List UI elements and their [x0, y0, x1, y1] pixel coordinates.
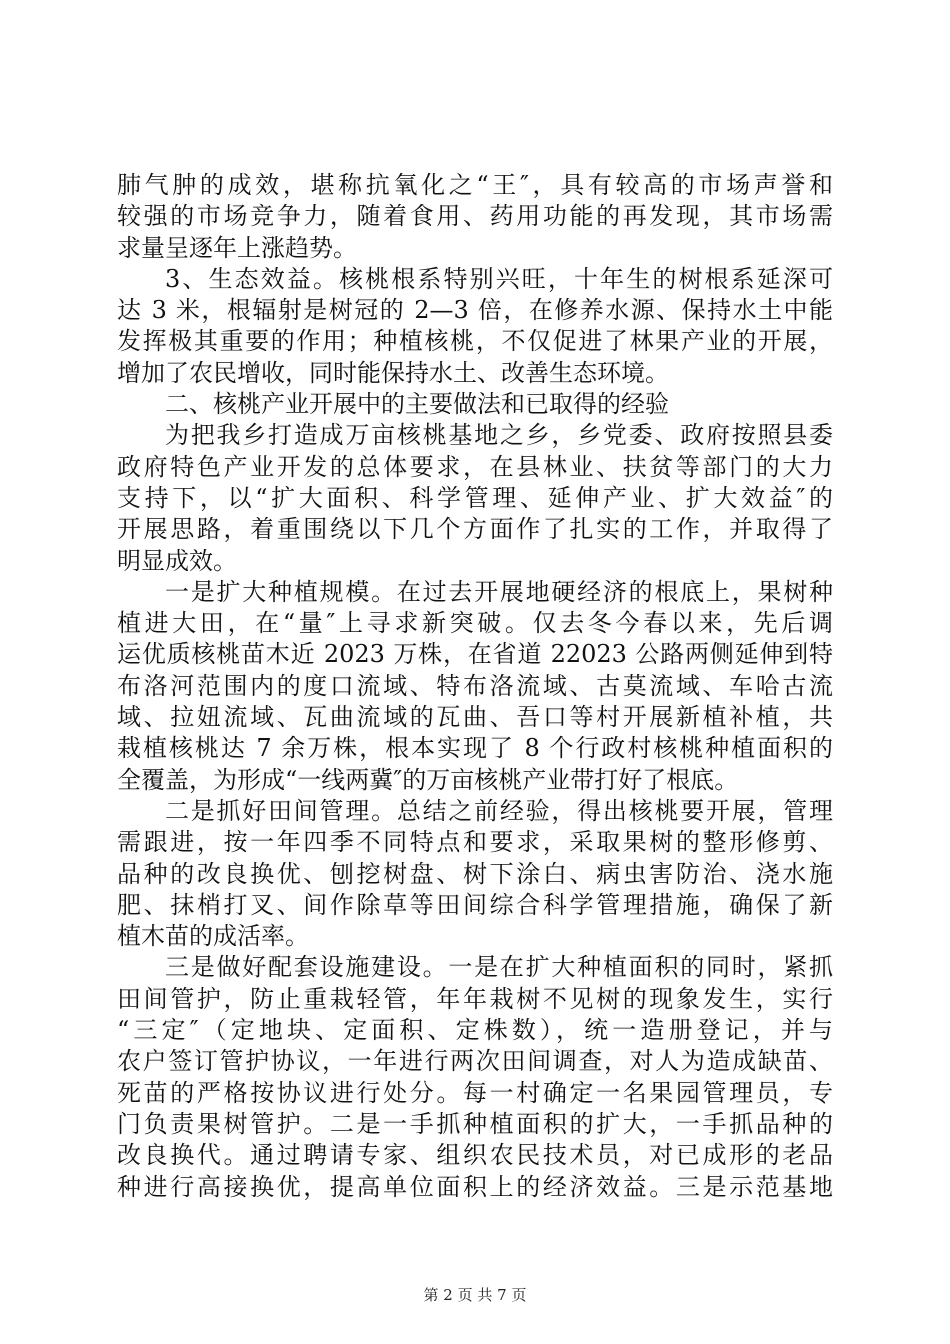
text-line: 田间管护，防止重栽轻管，年年栽树不见树的现象发生，实行 — [117, 984, 833, 1013]
text-line: 求量呈逐年上涨趋势。 — [117, 233, 357, 262]
paragraph-continuation — [117, 170, 833, 264]
text-line: “三定″（定地块、定面积、定株数），统一造册登记，并与 — [117, 1016, 833, 1045]
paragraph-expand-planting — [117, 577, 833, 796]
page-number-footer: 第 2 页 共 7 页 — [423, 1286, 527, 1304]
text-line: 需跟进，按一年四季不同特点和要求，采取果树的整形修剪、 — [117, 828, 833, 857]
text-line: 二是抓好田间管理。总结之前经验，得出核桃要开展，管理 — [165, 796, 833, 825]
text-line: 改良换代。通过聘请专家、组织农民技术员，对已成形的老品 — [117, 1141, 833, 1170]
text-line: 全覆盖，为形成“一线两冀″的万亩核桃产业带打好了根底。 — [117, 765, 739, 794]
text-line: 增加了农民增收，同时能保持水土、改善生态环境。 — [117, 358, 669, 387]
text-line: 栽植核桃达 7 余万株，根本实现了 8 个行政村核桃种植面积的 — [117, 734, 833, 763]
text-line: 三是做好配套设施建设。一是在扩大种植面积的同时，紧抓 — [165, 953, 833, 982]
text-line: 发挥极其重要的作用；种植核桃，不仅促进了林果产业的开展， — [117, 327, 833, 356]
document-body — [117, 170, 833, 1203]
text-line: 肥、抹梢打叉、间作除草等田间综合科学管理措施，确保了新 — [117, 890, 833, 919]
paragraph-field-management — [117, 796, 833, 952]
text-line: 植进大田，在“量″上寻求新突破。仅去冬今春以来，先后调 — [117, 609, 833, 638]
text-line: 门负责果树管护。二是一手抓种植面积的扩大，一手抓品种的 — [117, 1109, 833, 1138]
text-line: 肺气肿的成效，堪称抗氧化之“王″，具有较高的市场声誉和 — [117, 171, 833, 199]
text-line: 达 3 米，根辐射是树冠的 2—3 倍，在修养水源、保持水土中能 — [117, 296, 833, 325]
text-line: 开展思路，着重围绕以下几个方面作了扎实的工作，并取得了 — [117, 515, 833, 544]
text-line: 植木苗的成活率。 — [117, 922, 309, 951]
text-line: 布洛河范围内的度口流域、特布洛流域、古莫流域、车哈古流 — [117, 671, 833, 700]
text-line: 农户签订管护协议，一年进行两次田间调查，对人为造成缺苗、 — [117, 1047, 833, 1076]
section-heading-text: 二、核桃产业开展中的主要做法和已取得的经验 — [165, 390, 669, 419]
paragraph-intro — [117, 420, 833, 576]
text-line: 一是扩大种植规模。在过去开展地硬经济的根底上，果树种 — [165, 577, 833, 606]
text-line: 域、拉妞流域、瓦曲流域的瓦曲、吾口等村开展新植补植，共 — [117, 703, 833, 732]
paragraph-supporting-facilities — [117, 952, 833, 1202]
text-line: 运优质核桃苗木近 2023 万株，在省道 22023 公路两侧延伸到特 — [117, 640, 833, 669]
paragraph-ecological-benefit — [117, 264, 833, 389]
text-line: 种进行高接换优，提高单位面积上的经济效益。三是示范基地 — [117, 1172, 833, 1201]
text-line: 明显成效。 — [117, 546, 237, 575]
section-heading — [117, 389, 833, 420]
text-line: 3、生态效益。核桃根系特别兴旺，十年生的树根系延深可 — [165, 264, 833, 293]
text-line: 为把我乡打造成万亩核桃基地之乡，乡党委、政府按照县委 — [165, 421, 833, 450]
text-line: 死苗的严格按协议进行处分。每一村确定一名果园管理员，专 — [117, 1078, 833, 1107]
text-line: 较强的市场竞争力，随着食用、药用功能的再发现，其市场需 — [117, 202, 833, 231]
text-line: 政府特色产业开发的总体要求，在县林业、扶贫等部门的大力 — [117, 452, 833, 481]
text-line: 品种的改良换优、刨挖树盘、树下涂白、病虫害防治、浇水施 — [117, 859, 833, 888]
text-line: 支持下，以“扩大面积、科学管理、延伸产业、扩大效益″的 — [117, 483, 833, 512]
